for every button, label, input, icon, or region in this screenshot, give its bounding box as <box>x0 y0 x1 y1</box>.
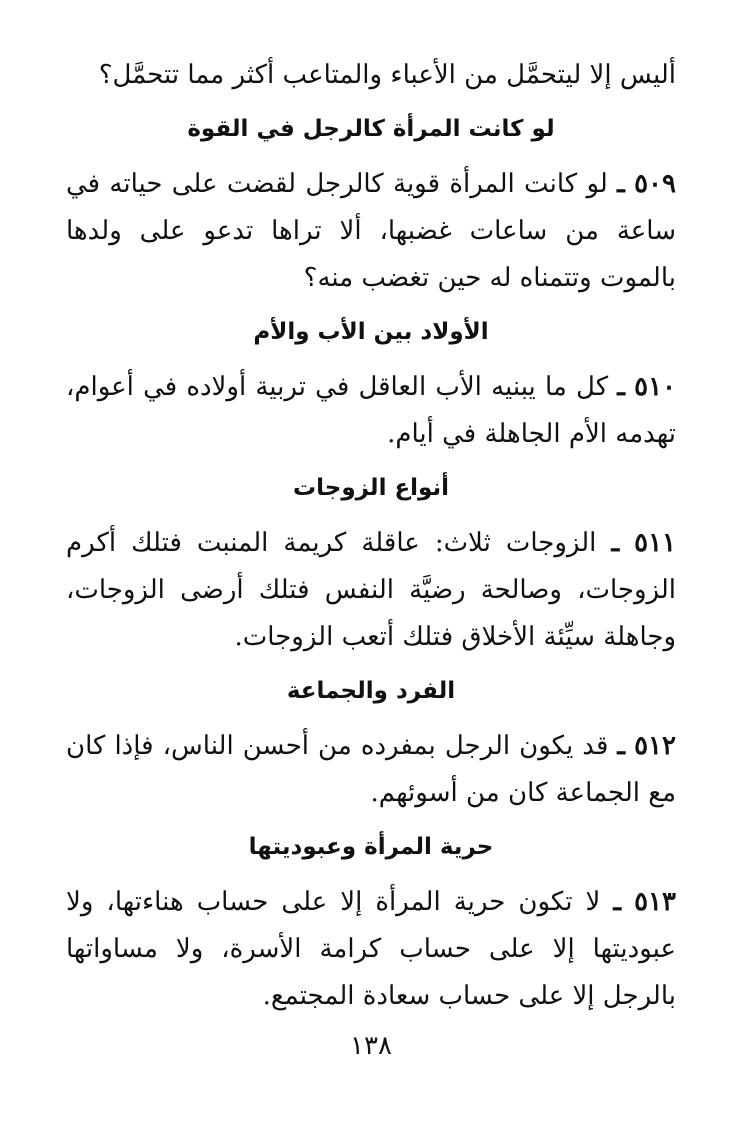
section-509 <box>66 109 676 302</box>
item-number: ٥١٠ <box>634 372 677 402</box>
section-heading: الفرد والجماعة <box>286 678 456 704</box>
item-text: لو كانت المرأة قوية كالرجل لقضت على حياته في ساعة من ساعات غضبها، ألا تراها تدعو على ولدها بالموت وتتمناه له حين تغضب منه؟ <box>66 169 676 293</box>
item-text: الزوجات ثلاث: عاقلة كريمة المنبت فتلك أكرم الزوجات، وصالحة رضيَّة النفس فتلك أرضى الزوجات، وجاهلة سيِّئة الأخلاق فتلك أتعب الزوجات. <box>66 528 676 652</box>
intro-line: أليس إلا ليتحمَّل من الأعباء والمتاعب أكثر مما تتحمَّل؟ <box>98 60 676 90</box>
item-dash: ـ <box>613 887 622 917</box>
item-text: لا تكون حرية المرأة إلا على حساب هناءتها، ولا عبوديتها إلا على حساب كرامة الأسرة، ولا مساواتها بالرجل إلا على حساب سعادة المجتمع. <box>66 887 676 1011</box>
section-paragraph <box>66 723 676 817</box>
item-text: كل ما يبنيه الأب العاقل في تربية أولاده في أعوام، تهدمه الأم الجاهلة في أيام. <box>66 372 676 449</box>
item-number: ٥١٢ <box>634 731 676 761</box>
item-text: قد يكون الرجل بمفرده من أحسن الناس، فإذا كان مع الجماعة كان من أسوئهم. <box>66 731 676 808</box>
section-513 <box>66 827 676 1020</box>
item-number: ٥٠٩ <box>634 169 676 199</box>
item-dash: ـ <box>611 528 620 558</box>
section-paragraph <box>66 520 676 661</box>
page-number: ١٣٨ <box>350 1031 392 1061</box>
section-510 <box>66 312 676 458</box>
section-heading: حرية المرأة وعبوديتها <box>248 834 494 860</box>
item-number: ٥١١ <box>634 528 677 558</box>
section-heading: لو كانت المرأة كالرجل في القوة <box>187 116 555 142</box>
item-dash: ـ <box>617 372 625 402</box>
section-511 <box>66 468 676 661</box>
section-heading: الأولاد بين الأب والأم <box>253 319 489 345</box>
item-number: ٥١٣ <box>634 887 676 917</box>
section-paragraph <box>66 161 676 302</box>
section-512 <box>66 671 676 817</box>
section-paragraph <box>66 364 676 458</box>
item-dash: ـ <box>617 731 626 761</box>
item-dash: ـ <box>617 169 625 199</box>
section-heading: أنواع الزوجات <box>293 475 449 501</box>
section-paragraph <box>66 879 676 1020</box>
